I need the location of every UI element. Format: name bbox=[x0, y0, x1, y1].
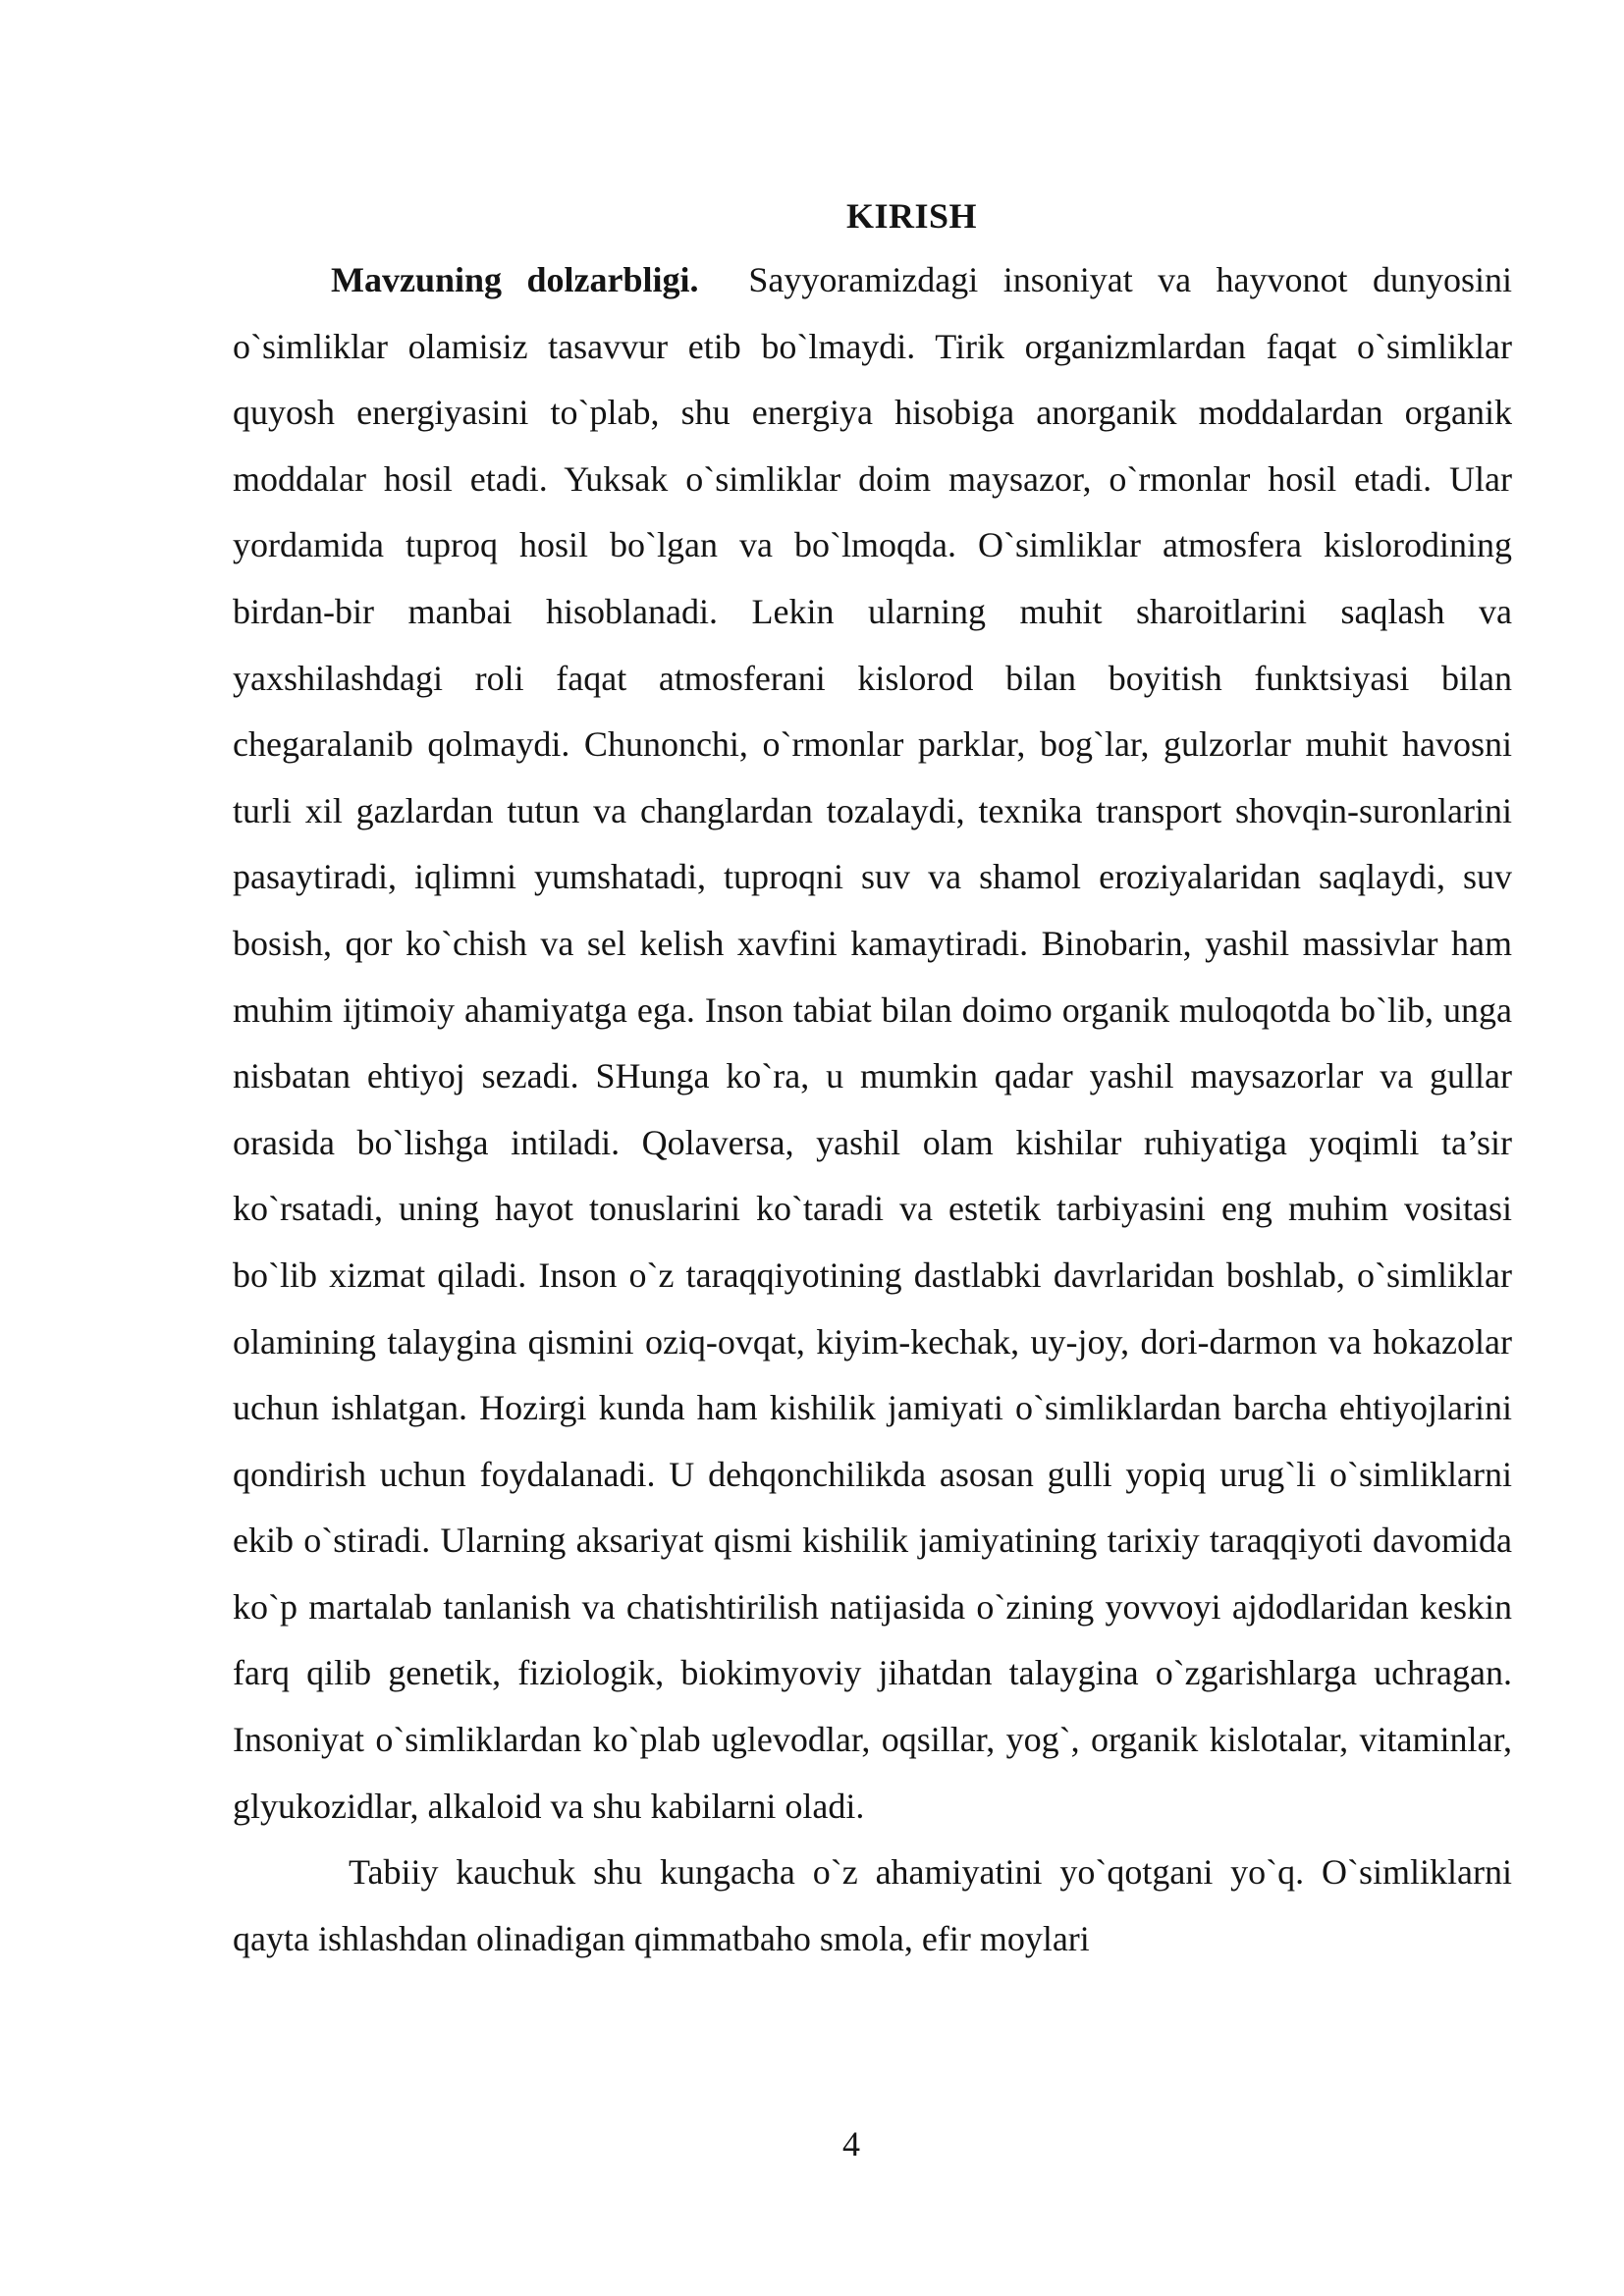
paragraph-body: Sayyoramizdagi insoniyat va hayvonot dunyosini o`simliklar olamisiz tasavvur etib bo`lmaydi. Tirik organizmlardan faqat o`simliklar quyosh energiyasini to`plab, shu energiya hisobiga anorganik moddalardan organik moddalar hosil etadi. Yuksak o`simliklar doim maysazor, o`rmonlar hosil etadi. Ular yordamida tuproq hosil bo`lgan va bo`lmoqda. O`simliklar atmosfera kislorodining birdan-bir manbai hisoblanadi. Lekin ularning muhit sharoitlarini saqlash va yaxshilashdagi roli faqat atmosferani kislorod bilan boyitish funktsiyasi bilan chegaralanib qolmaydi. Chunonchi, o`rmonlar parklar, bog`lar, gulzorlar muhit havosni turli xil gazlardan tutun va changlardan tozalaydi, texnika transport shovqin-suronlarini pasaytiradi, iqlimni yumshatadi, tuproqni suv va shamol eroziyalaridan saqlaydi, suv bosish, qor ko`chish va sel kelish xavfini kamaytiradi. Binobarin, yashil massivlar ham muhim ijtimoiy ahamiyatga ega. Inson tabiat bilan doimo organik muloqotda bo`lib, unga nisbatan ehtiyoj sezadi. SHunga ko`ra, u mumkin qadar yashil maysazorlar va gullar orasida bo`lishga intiladi. Qolaversa, yashil olam kishilar ruhiyatiga yoqimli ta’sir ko`rsatadi, uning hayot tonuslarini ko`taradi va estetik tarbiyasini eng muhim vositasi bo`lib xizmat qiladi. Inson o`z taraqqiyotining dastlabki davrlaridan boshlab, o`simliklar olamining talaygina qismini oziq-ovqat, kiyim-kechak, uy-joy, dori-darmon va hokazolar uchun ishlatgan. Hozirgi kunda ham kishilik jamiyati o`simliklardan barcha ehtiyojlarini qondirish uchun foydalanadi. U dehqonchilikda asosan gulli yopiq urug`li o`simliklarni ekib o`stiradi. Ularning aksariyat qismi kishilik jamiyatining tarixiy taraqqiyoti davomida ko`p martalab tanlanish va chatishtirilish natijasida o`zining yovvoyi ajdodlaridan keskin farq qilib genetik, fiziologik, biokimyoviy jihatdan talaygina o`zgarishlarga uchragan. Insoniyat o`simliklardan ko`plab uglevodlar, oqsillar, yog`, organik kislotalar, vitaminlar, glyukozidlar, alkaloid va shu kabilarni oladi. bbox=[233, 260, 1512, 1826]
paragraph-body: Tabiiy kauchuk shu kungacha o`z ahamiyatini yo`qotgani yo`q. O`simliklarni qayta ishlashdan olinadigan qimmatbaho smola, efir moylari bbox=[233, 1852, 1512, 1958]
second-paragraph bbox=[233, 1840, 1512, 1972]
section-title: KIRISH bbox=[845, 196, 978, 236]
paragraph-lead: Mavzuning dolzarbligi. bbox=[331, 260, 699, 299]
intro-paragraph bbox=[233, 247, 1512, 1840]
page-content bbox=[233, 185, 1512, 1972]
page-number: 4 bbox=[842, 2124, 860, 2163]
